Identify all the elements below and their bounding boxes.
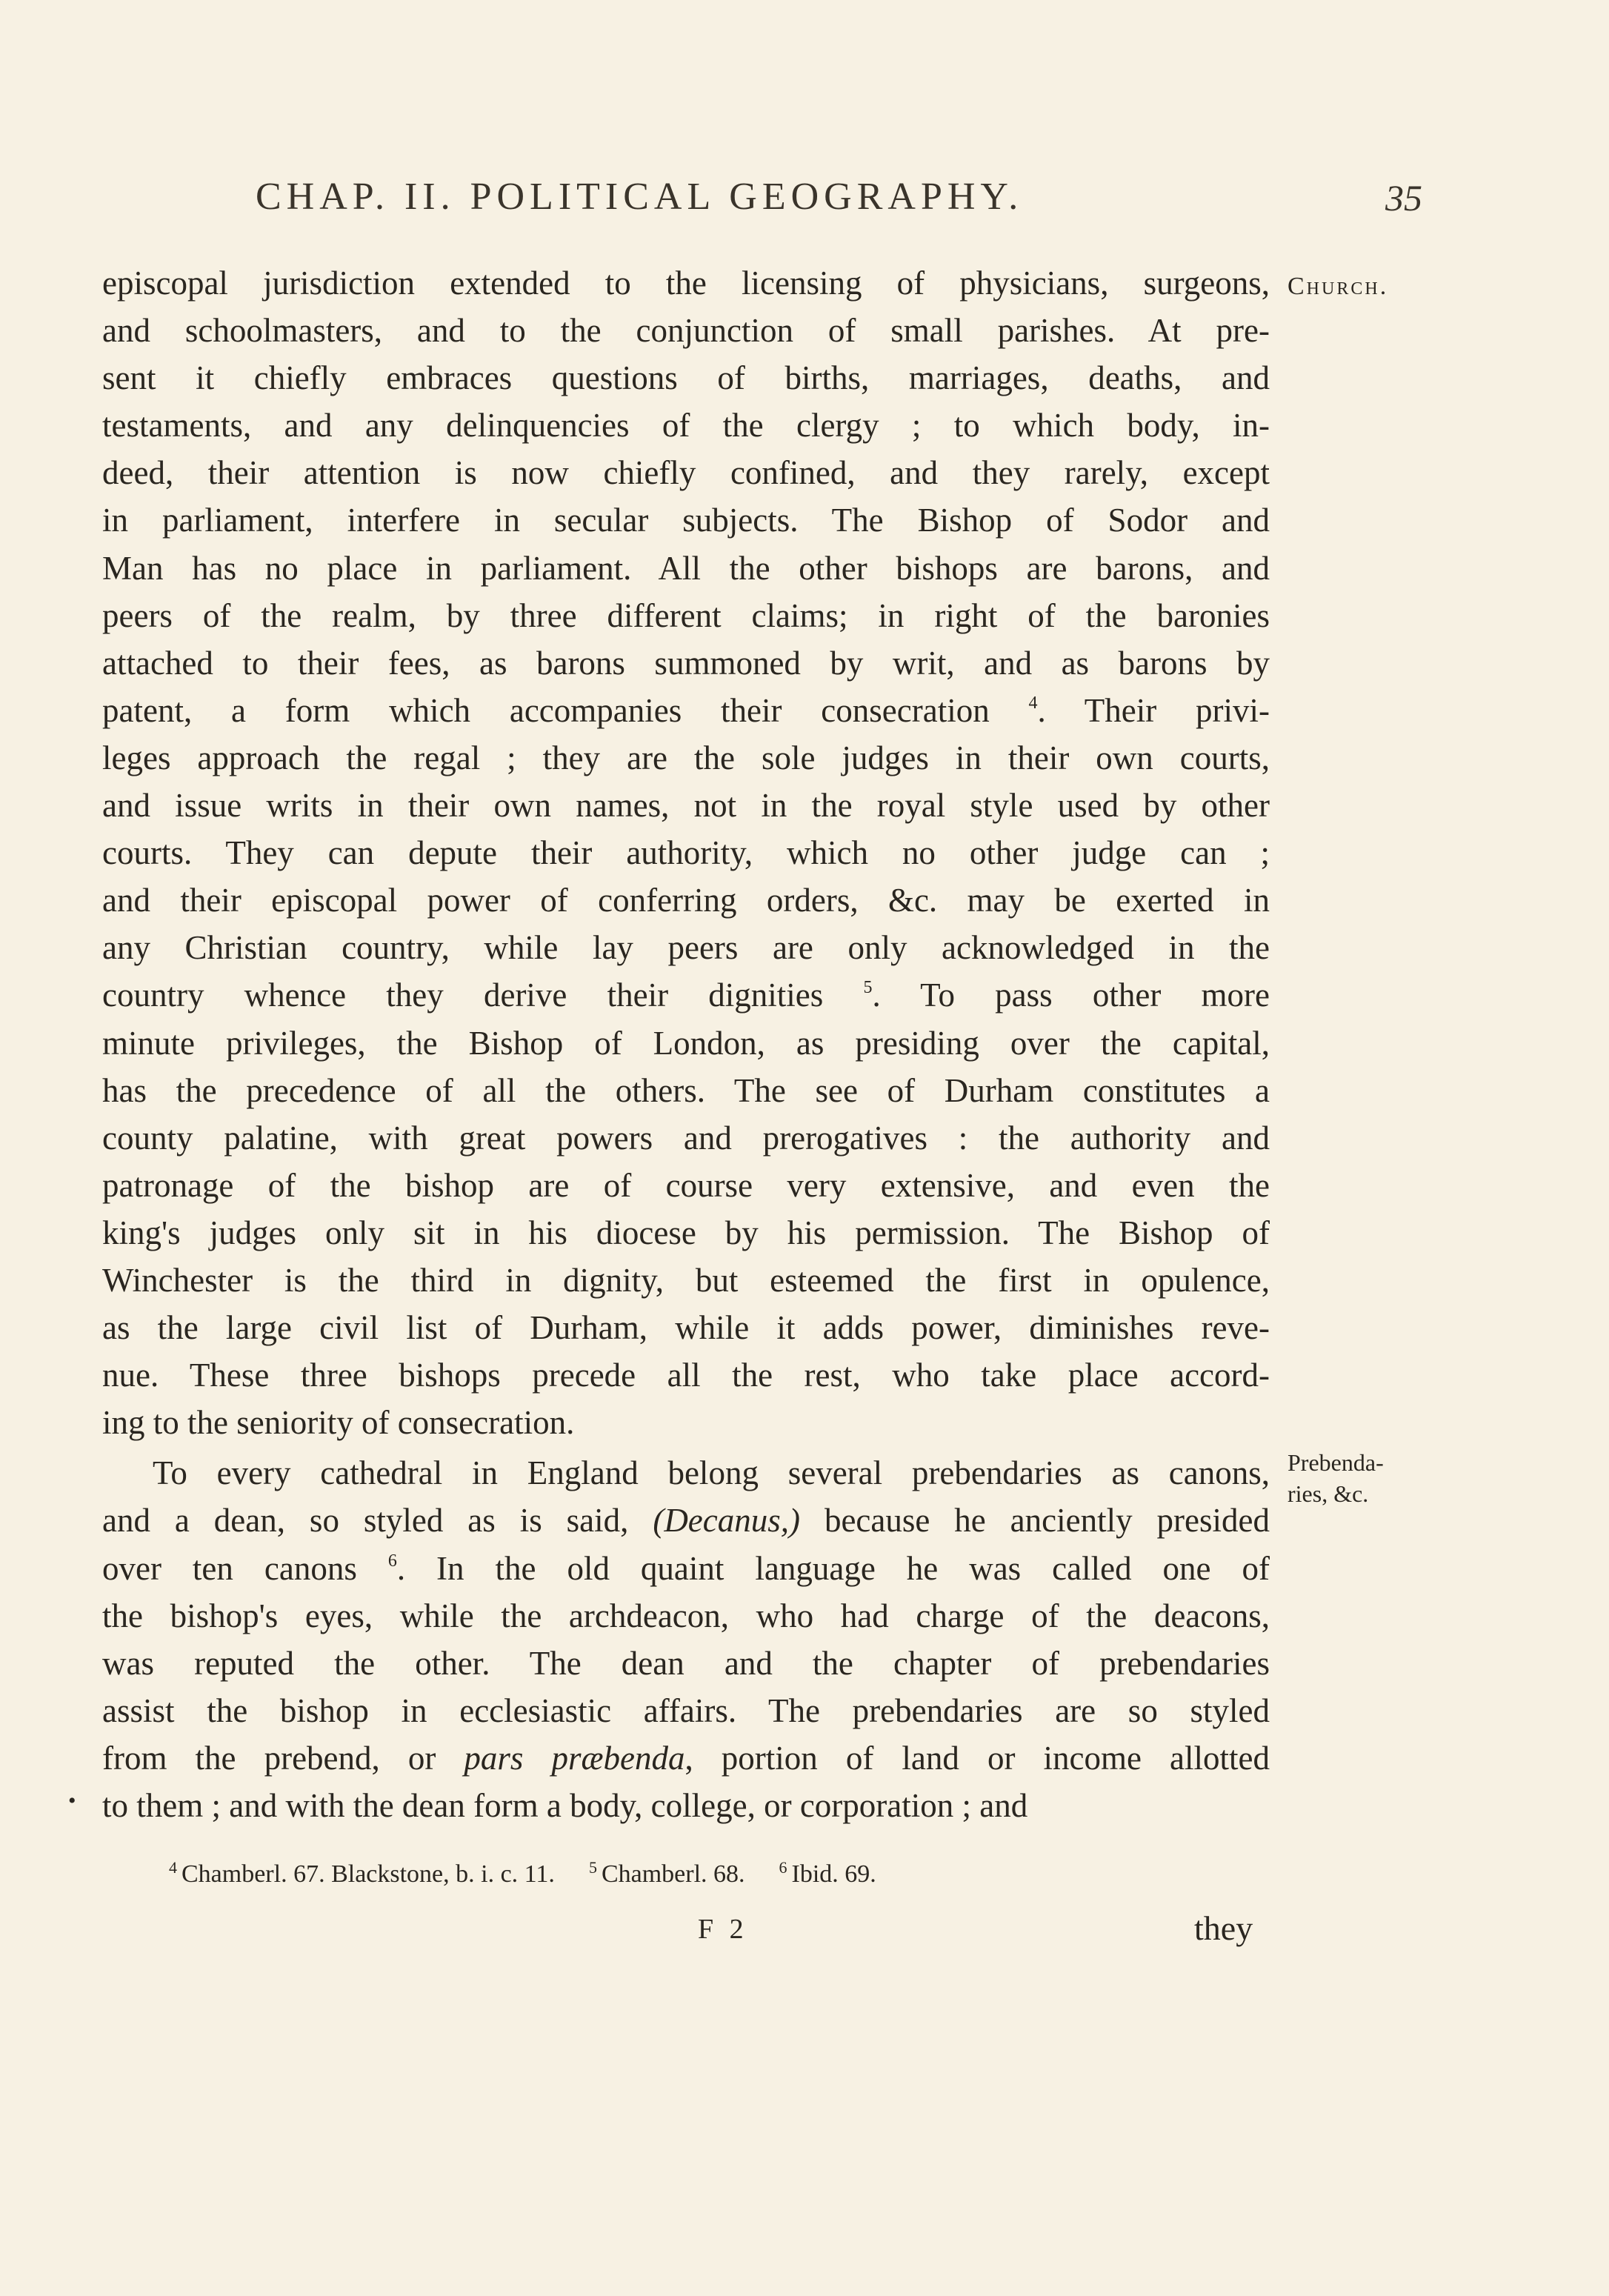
footnote-mark: 4 — [169, 1858, 177, 1877]
text-line: as the large civil list of Durham, while it adds power, diminishes reve- — [102, 1309, 1270, 1347]
text-line: peers of the realm, by three different claims; in right of the baronies — [102, 596, 1270, 634]
text-line: was reputed the other. The dean and the chapter of prebendaries — [102, 1644, 1270, 1682]
footnote: $^6$ Ibid. 69. — [779, 1858, 876, 1888]
running-head — [0, 175, 1609, 234]
page-number: 35 — [1385, 177, 1422, 219]
text-line: over ten canons $^6$. In the old quaint language he was called one of — [102, 1549, 1270, 1587]
italic-term: pars præbenda — [464, 1739, 685, 1777]
margin-note-line: Prebenda- — [1287, 1449, 1384, 1476]
margin-note-prebendaries — [1287, 1447, 1384, 1509]
text-line: episcopal jurisdiction extended to the licensing of physicians, surgeons, — [102, 264, 1270, 302]
text-line: and a dean, so styled as is said, (Decanus,) because he anciently presided — [102, 1502, 1270, 1540]
text-line: courts. They can depute their authority, which no other judge can ; — [102, 834, 1270, 872]
footnote-mark: 5 — [588, 1858, 597, 1877]
footnote-mark: 6 — [779, 1858, 787, 1877]
footnotes — [169, 1858, 1206, 1889]
text-line: has the precedence of all the others. The see of Durham constitutes a — [102, 1071, 1270, 1109]
text-line: in parliament, interfere in secular subjects. The Bishop of Sodor and — [102, 502, 1270, 539]
catchword: they — [1194, 1909, 1253, 1947]
footnote-reference: 4 — [1028, 693, 1038, 713]
text-line: to them ; and with the dean form a body, college, or corporation ; and — [102, 1787, 1028, 1824]
text-line: nue. These three bishops precede all the rest, who take place accord- — [102, 1357, 1270, 1394]
text-line: county palatine, with great powers and prerogatives : the authority and — [102, 1119, 1270, 1157]
footnote: $^4$ Chamberl. 67. Blackstone, b. i. c. 11. — [169, 1858, 555, 1888]
text-line: minute privileges, the Bishop of London, as presiding over the capital, — [102, 1024, 1270, 1062]
text-line: king's judges only sit in his diocese by his permission. The Bishop of — [102, 1214, 1270, 1251]
text-line: Winchester is the third in dignity, but esteemed the first in opulence, — [102, 1261, 1270, 1299]
text-line: Man has no place in parliament. All the other bishops are barons, and — [102, 549, 1270, 587]
chapter-title: CHAP. II. POLITICAL GEOGRAPHY. — [256, 176, 1024, 218]
italic-term: (Decanus,) — [653, 1502, 801, 1540]
text-line: testaments, and any delinquencies of the clergy ; to which body, in- — [102, 407, 1270, 445]
footnote-reference: 5 — [863, 978, 873, 998]
paragraph-cathedral — [102, 1449, 1270, 1829]
text-line: and issue writs in their own names, not in the royal style used by other — [102, 787, 1270, 825]
text-line: sent it chiefly embraces questions of births, marriages, deaths, and — [102, 359, 1270, 397]
signature-mark: F 2 — [698, 1914, 748, 1945]
text-line: patent, a form which accompanies their consecration $^4$. Their privi- — [102, 691, 1270, 729]
margin-note-church: Church. — [1287, 273, 1389, 300]
margin-note-line: ries, &c. — [1287, 1480, 1369, 1507]
text-line: the bishop's eyes, while the archdeacon, who had charge of the deacons, — [102, 1597, 1270, 1634]
text-line: ing to the seniority of consecration. — [102, 1404, 575, 1442]
text-line: deed, their attention is now chiefly confined, and they rarely, except — [102, 454, 1270, 492]
body-text — [102, 259, 1270, 1829]
text-line: leges approach the regal ; they are the sole judges in their own courts, — [102, 739, 1270, 776]
footnote-reference: 6 — [387, 1551, 397, 1571]
text-line: country whence they derive their dignities $^5$. To pass other more — [102, 976, 1270, 1014]
text-line: from the prebend, or pars præbenda, portion of land or income allotted — [102, 1739, 1270, 1777]
text-line: and schoolmasters, and to the conjunction of small parishes. At pre- — [102, 312, 1270, 350]
footnote: $^5$ Chamberl. 68. — [588, 1858, 745, 1888]
text-line: patronage of the bishop are of course very extensive, and even the — [102, 1166, 1270, 1204]
paragraph-episcopal — [102, 259, 1270, 1446]
text-line: assist the bishop in ecclesiastic affairs. The prebendaries are so styled — [102, 1691, 1270, 1729]
text-line: and their episcopal power of conferring orders, &c. may be exerted in — [102, 882, 1270, 919]
text-line: To every cathedral in England belong several prebendaries as canons, — [153, 1454, 1270, 1492]
text-line: any Christian country, while lay peers are only acknowledged in the — [102, 929, 1270, 967]
text-line: attached to their fees, as barons summoned by writ, and as barons by — [102, 644, 1270, 682]
margin-bullet: • — [68, 1788, 76, 1813]
